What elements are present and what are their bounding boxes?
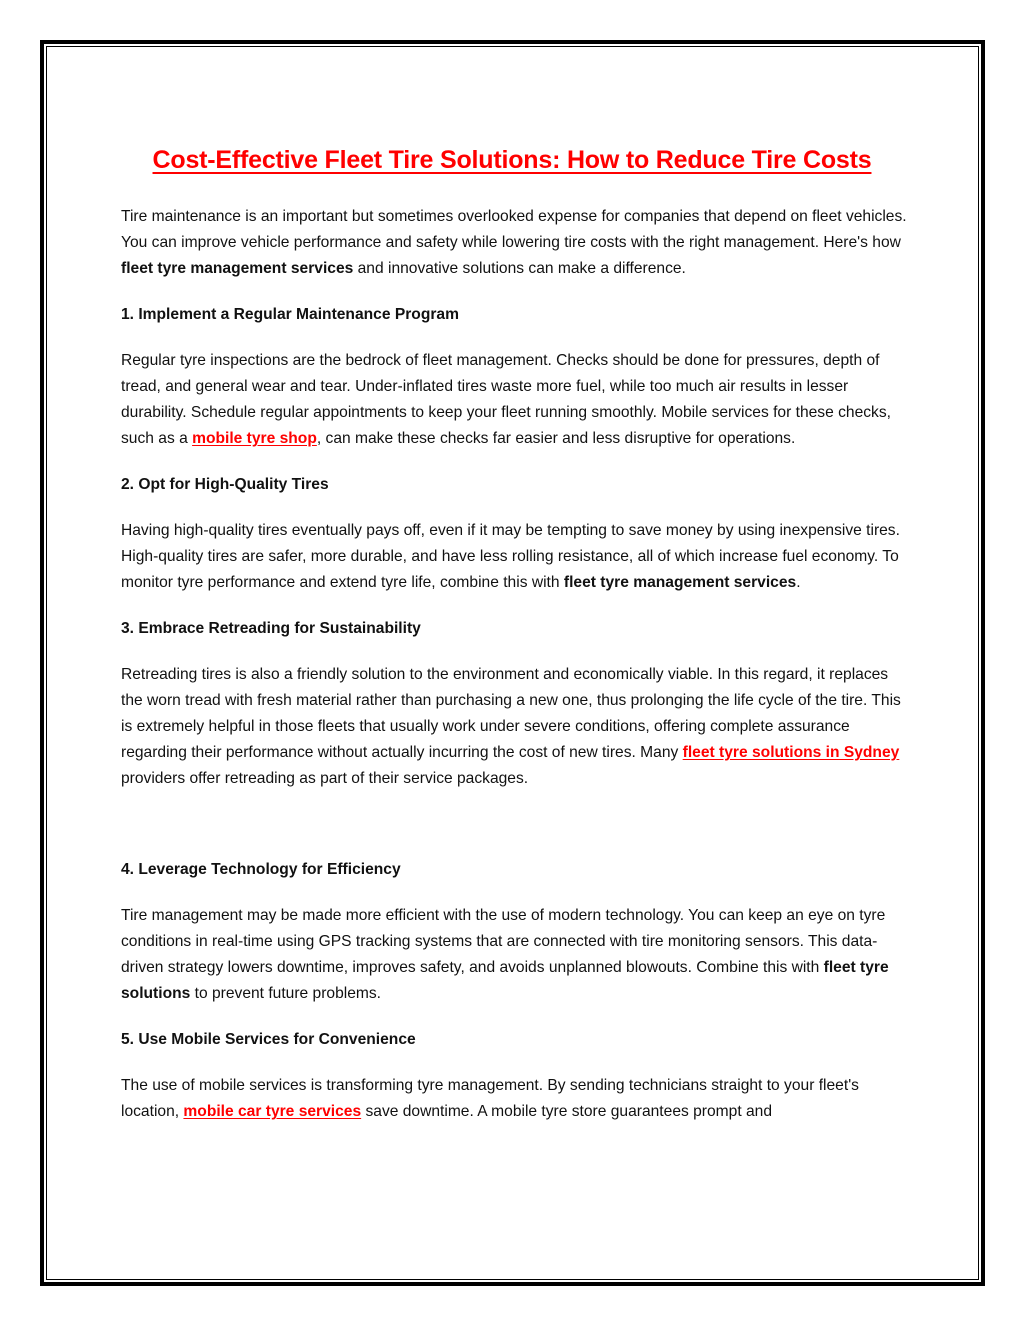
section-1-text-end: , can make these checks far easier and less disruptive for operations. bbox=[316, 430, 796, 447]
section-2-text-end: . bbox=[796, 574, 801, 591]
fleet-tyre-solutions-sydney-link[interactable]: fleet tyre solutions in Sydney bbox=[682, 744, 900, 761]
section-4-text-end: to prevent future problems. bbox=[190, 985, 382, 1002]
section-2-paragraph bbox=[121, 518, 911, 596]
mobile-tyre-shop-link[interactable]: mobile tyre shop bbox=[192, 430, 317, 447]
section-1-text-start: Regular tyre inspections are the bedrock of fleet management. Checks should be done for pressures, depth of tread, and general wear and tear. Under-inflated tires waste more fuel, while too much air results in lesser durability. Schedule regular appointments to keep your fleet running smoothly. Mobile services for these checks, such as a bbox=[121, 352, 891, 447]
section-3-heading: 3. Embrace Retreading for Sustainability bbox=[121, 620, 421, 637]
section-5-heading: 5. Use Mobile Services for Convenience bbox=[121, 1031, 416, 1048]
section-3-paragraph bbox=[121, 662, 911, 792]
section-3-text-start: Retreading tires is also a friendly solution to the environment and economically viable. In this regard, it replaces the worn tread with fresh material rather than purchasing a new one, thus prolonging the life cycle of the tire. This is extremely helpful in those fleets that usually work under severe conditions, offering complete assurance regarding their performance without actually incurring the cost of new tires. Many bbox=[121, 666, 901, 761]
intro-paragraph bbox=[121, 204, 911, 282]
intro-text-end: and innovative solutions can make a difference. bbox=[353, 260, 686, 277]
section-1-heading: 1. Implement a Regular Maintenance Program bbox=[121, 306, 459, 323]
document-title: Cost-Effective Fleet Tire Solutions: How to Reduce Tire Costs bbox=[152, 146, 872, 174]
section-5-text-end: save downtime. A mobile tyre store guarantees prompt and bbox=[361, 1103, 772, 1120]
section-4-text-start: Tire management may be made more efficient with the use of modern technology. You can keep an eye on tyre conditions in real-time using GPS tracking systems that are connected with tire monitoring sensors. This data-driven strategy lowers downtime, improves safety, and avoids unplanned blowouts. Combine this with bbox=[121, 907, 886, 976]
intro-text-start: Tire maintenance is an important but sometimes overlooked expense for companies that depend on fleet vehicles. You can improve vehicle performance and safety while lowering tire costs with the right management. Here's how bbox=[121, 208, 907, 251]
section-4-bold-phrase: fleet tyre solutions bbox=[121, 959, 889, 1002]
mobile-car-tyre-services-link[interactable]: mobile car tyre services bbox=[183, 1103, 362, 1120]
section-3-text-end: providers offer retreading as part of their service packages. bbox=[121, 770, 529, 787]
section-4-heading: 4. Leverage Technology for Efficiency bbox=[121, 861, 401, 878]
section-2-text-start: Having high-quality tires eventually pays off, even if it may be tempting to save money by using inexpensive tires. High-quality tires are safer, more durable, and have less rolling resistance, all of which increase fuel economy. To monitor tyre performance and extend tyre life, combine this with bbox=[121, 522, 900, 591]
section-5-text-start: The use of mobile services is transforming tyre management. By sending technicians straight to your fleet's location, bbox=[121, 1077, 859, 1120]
blank-gap bbox=[121, 812, 911, 857]
section-4-paragraph bbox=[121, 903, 911, 1007]
intro-bold-phrase: fleet tyre management services bbox=[121, 260, 354, 277]
section-1-paragraph bbox=[121, 348, 911, 452]
document-body bbox=[121, 204, 911, 1145]
section-2-heading: 2. Opt for High-Quality Tires bbox=[121, 476, 329, 493]
section-5-paragraph bbox=[121, 1073, 911, 1125]
section-2-bold-phrase: fleet tyre management services bbox=[563, 574, 797, 591]
